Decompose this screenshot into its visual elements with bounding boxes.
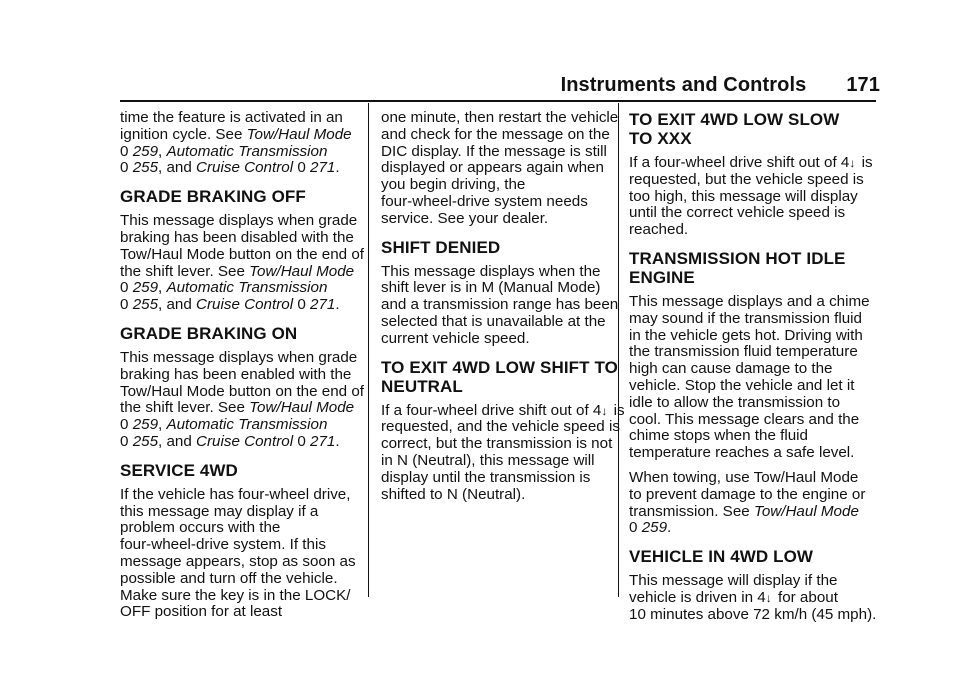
link-page-259[interactable]: 259 — [132, 279, 159, 297]
page-ref-icon: 0 — [120, 432, 129, 450]
page-ref-icon: 0 — [297, 432, 306, 450]
page-ref-icon: 0 — [120, 142, 129, 160]
shift-denied-paragraph: This message displays when the shift lever is in M (Manual Mode) and a transmission range has been selected that is unavailable at the current vehicle speed. — [381, 262, 619, 347]
exit-neutral-paragraph: If a four-wheel drive shift out of 4↓ is requested, and the vehicle speed is correct, but the transmission is not in N (Neutral), this message will display until the transmission is shifted to N (Neutral). — [381, 401, 625, 503]
grade-on-paragraph: This message displays when grade braking has been enabled with the Tow/Haul Mode button on the end of the shift lever. See Tow/Haul Mode 0 259, Automatic Transmission 0 255, and Cruise Control 0 271. — [120, 348, 365, 450]
header-rule — [120, 100, 876, 102]
link-page-259[interactable]: 259 — [132, 142, 159, 160]
in-4wd-low-paragraph: This message will display if the vehicle is driven in 4↓ for about 10 minutes above 72 km/h (45 mph). — [629, 572, 877, 623]
link-page-271[interactable]: 271 — [310, 159, 336, 177]
service-4wd-paragraph: If the vehicle has four-wheel drive, this message may display if a problem occurs with the four-wheel-drive system. If this message appears, stop as soon as possible and turn off the vehicle. Make sure the key is in the LOCK/ OFF position for at least — [120, 485, 356, 621]
heading-service-4wd: SERVICE 4WD — [120, 460, 238, 480]
link-page-271[interactable]: 271 — [310, 296, 336, 314]
column-1 — [120, 109, 365, 629]
heading-exit-4wd-low-slow: TO EXIT 4WD LOW SLOW TO XXX — [629, 110, 840, 148]
page-header — [120, 74, 880, 97]
link-page-255[interactable]: 255 — [132, 432, 159, 450]
heading-vehicle-in-4wd-low: VEHICLE IN 4WD LOW — [629, 547, 814, 567]
grade-off-paragraph: This message displays when grade braking has been disabled with the Tow/Haul Mode button on the end of the shift lever. See Tow/Haul Mode 0 259, Automatic Transmission 0 255, and Cruise Control 0 271. — [120, 212, 365, 314]
exit-slow-paragraph: If a four-wheel drive shift out of 4↓ is requested, but the vehicle speed is too high, this message will display until the correct vehicle speed is reached. — [629, 154, 873, 239]
intro-paragraph: time the feature is activated in an ignition cycle. See Tow/Haul Mode 0 259, Automatic Transmission 0 255, and Cruise Control 0 271. — [120, 109, 352, 177]
link-page-255[interactable]: 255 — [132, 159, 159, 177]
heading-shift-denied: SHIFT DENIED — [381, 237, 501, 257]
link-page-255[interactable]: 255 — [132, 296, 159, 314]
column-2 — [381, 109, 625, 511]
page-ref-icon: 0 — [297, 296, 306, 314]
link-tow-haul-mode[interactable]: Tow/Haul Mode — [753, 502, 859, 520]
link-cruise-control[interactable]: Cruise Control — [196, 159, 294, 177]
4wd-low-arrow-icon: ↓ — [849, 156, 856, 170]
page-ref-icon: 0 — [297, 159, 306, 177]
service-4wd-continued: one minute, then restart the vehicle and check for the message on the DIC display. If the message is still displayed or appears again when you begin driving, the four-wheel-drive system needs service. See your dealer. — [381, 109, 619, 227]
towing-paragraph: When towing, use Tow/Haul Mode to prevent damage to the engine or transmission. See Tow/Haul Mode 0 259. — [629, 468, 866, 537]
link-cruise-control[interactable]: Cruise Control — [196, 296, 294, 314]
link-tow-haul-mode[interactable]: Tow/Haul Mode — [249, 262, 355, 280]
transmission-hot-paragraph: This message displays and a chime may sound if the transmission fluid in the vehicle gets hot. Driving with the transmission fluid temperature high can cause damage to the vehicle. Stop the vehicle and let it idle to allow the transmission to cool. This message clears and the chime stops when the fluid temperature reaches a safe level. — [629, 292, 870, 462]
page-ref-icon: 0 — [120, 296, 129, 314]
link-tow-haul-mode[interactable]: Tow/Haul Mode — [246, 125, 352, 143]
heading-grade-braking-on: GRADE BRAKING ON — [120, 323, 298, 343]
link-automatic-transmission[interactable]: Automatic Transmission — [166, 142, 328, 160]
4wd-low-arrow-icon: ↓ — [765, 590, 772, 605]
link-tow-haul-mode[interactable]: Tow/Haul Mode — [249, 399, 355, 417]
heading-exit-4wd-low-neutral: TO EXIT 4WD LOW SHIFT TO NEUTRAL — [381, 357, 618, 396]
page-ref-icon: 0 — [120, 159, 129, 177]
link-automatic-transmission[interactable]: Automatic Transmission — [166, 279, 328, 297]
link-page-271[interactable]: 271 — [310, 432, 336, 450]
link-page-259[interactable]: 259 — [641, 519, 668, 537]
page-number: 171 — [846, 74, 880, 96]
link-automatic-transmission[interactable]: Automatic Transmission — [166, 416, 328, 434]
heading-transmission-hot: TRANSMISSION HOT IDLE ENGINE — [629, 248, 846, 287]
section-title: Instruments and Controls — [560, 74, 807, 96]
link-page-259[interactable]: 259 — [132, 416, 159, 434]
column-divider — [368, 103, 369, 597]
page-ref-icon: 0 — [629, 519, 638, 537]
page-ref-icon: 0 — [120, 416, 129, 434]
4wd-low-arrow-icon: ↓ — [601, 403, 608, 418]
column-3 — [629, 110, 877, 632]
page-ref-icon: 0 — [120, 279, 129, 297]
link-cruise-control[interactable]: Cruise Control — [196, 432, 294, 450]
heading-grade-braking-off: GRADE BRAKING OFF — [120, 187, 306, 207]
